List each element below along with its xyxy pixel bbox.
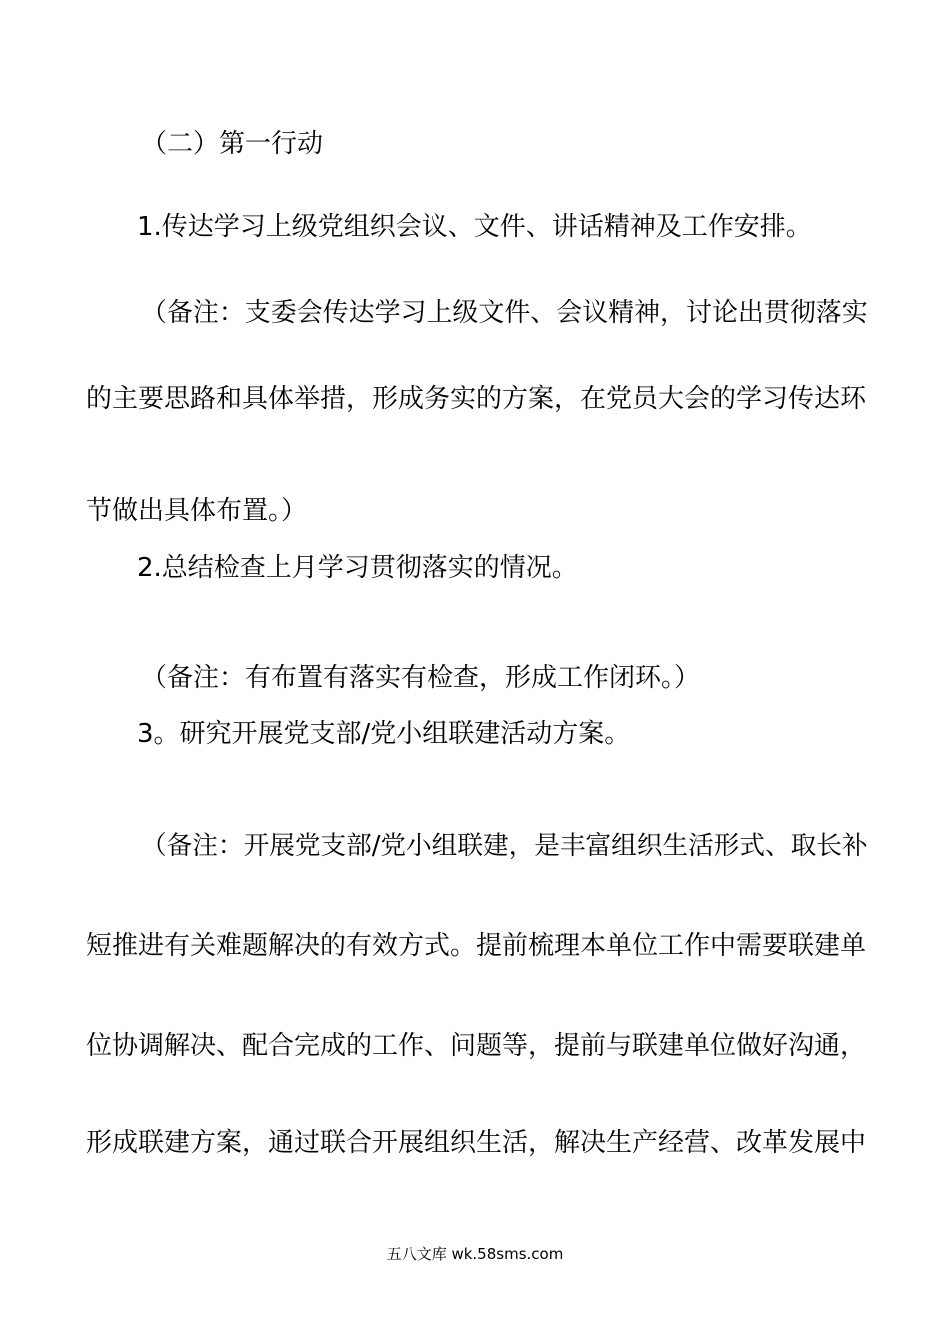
agenda-item-1: 1.传达学习上级党组织会议、文件、讲话精神及工作安排。 — [137, 212, 812, 242]
section-heading: （二）第一行动 — [141, 129, 324, 159]
note-2: （备注：有布置有落实有检查，形成工作闭环。） — [141, 663, 701, 693]
note-3-line-1: （备注：开展党支部/党小组联建，是丰富组织生活形式、取长补 — [141, 831, 868, 861]
footer-watermark: 五八文库 wk.58sms.com — [386, 1245, 564, 1263]
note-3-line-2: 短推进有关难题解决的有效方式。提前梳理本单位工作中需要联建单 — [86, 931, 867, 961]
agenda-item-2: 2.总结检查上月学习贯彻落实的情况。 — [137, 553, 578, 583]
agenda-item-3: 3。研究开展党支部/党小组联建活动方案。 — [137, 719, 631, 749]
note-1-line-3: 节做出具体布置。） — [86, 496, 308, 526]
note-1-line-1: （备注：支委会传达学习上级文件、会议精神，讨论出贯彻落实 — [141, 298, 868, 328]
note-3-line-4: 形成联建方案，通过联合开展组织生活，解决生产经营、改革发展中 — [86, 1128, 867, 1158]
note-1-line-2: 的主要思路和具体举措，形成务实的方案，在党员大会的学习传达环 — [86, 384, 867, 414]
note-3-line-3: 位协调解决、配合完成的工作、问题等，提前与联建单位做好沟通， — [86, 1031, 867, 1061]
